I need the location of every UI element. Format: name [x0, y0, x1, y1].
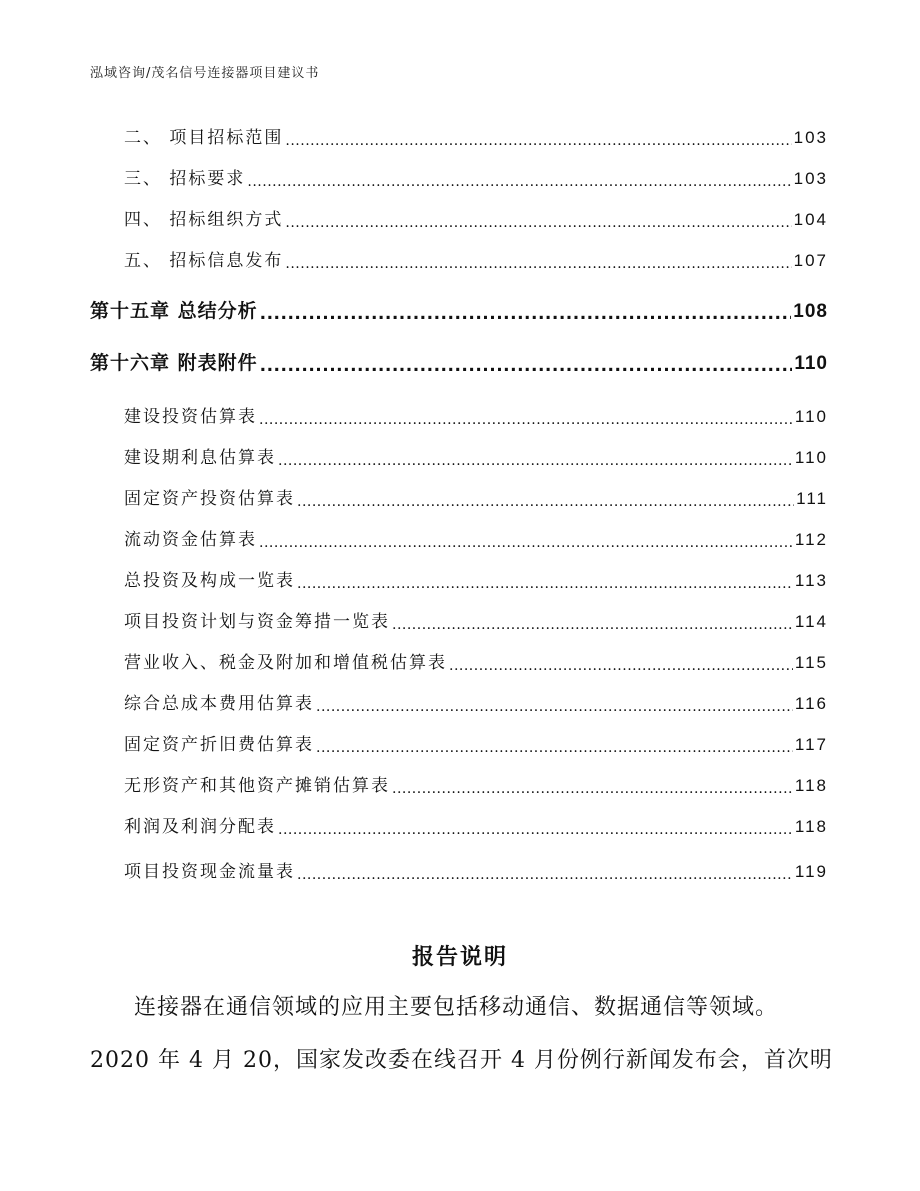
toc-table-entry[interactable] — [124, 566, 828, 591]
toc-chapter-label: 第十六章 附表附件 — [90, 352, 258, 374]
toc-table-entry[interactable] — [124, 402, 828, 427]
toc-entry-page: 115 — [794, 653, 828, 672]
toc-table-entry[interactable] — [124, 771, 828, 796]
toc-entry-page: 114 — [794, 612, 828, 631]
toc-entry-label: 综合总成本费用估算表 — [124, 694, 314, 714]
toc-table-entry[interactable] — [124, 812, 828, 837]
report-section-title: 报告说明 — [411, 945, 508, 970]
toc-chapter-page: 108 — [793, 301, 828, 322]
toc-table-entry[interactable] — [124, 857, 828, 882]
toc-leader-dots — [285, 131, 791, 148]
toc-chapter-label: 第十五章 总结分析 — [90, 300, 258, 322]
toc-entry-page: 110 — [794, 448, 828, 467]
page-header: 泓域咨询/茂名信号连接器项目建议书 — [90, 66, 320, 81]
toc-entry-page: 118 — [794, 776, 828, 795]
toc-entry-page: 117 — [794, 735, 828, 754]
toc-table-entry[interactable] — [124, 689, 828, 714]
toc-entry-page: 118 — [794, 817, 828, 836]
toc-table-entry[interactable] — [124, 730, 828, 755]
toc-entry-label: 无形资产和其他资产摊销估算表 — [124, 776, 390, 796]
toc-entry-label: 五、 招标信息发布 — [124, 251, 284, 271]
toc-entry-page: 103 — [793, 128, 828, 147]
toc-entry-bidding-requirements[interactable] — [124, 164, 828, 189]
toc-entry-page: 111 — [796, 489, 828, 508]
toc-leader-dots — [247, 172, 791, 189]
toc-entry-label: 总投资及构成一览表 — [124, 571, 295, 591]
toc-leader-dots — [285, 254, 791, 271]
toc-chapter-16[interactable] — [90, 348, 828, 375]
toc-leader-dots — [278, 820, 793, 837]
toc-leader-dots — [260, 356, 793, 375]
toc-entry-page: 104 — [793, 210, 828, 229]
toc-table-entry[interactable] — [124, 484, 828, 509]
toc-entry-label: 项目投资计划与资金筹措一览表 — [124, 612, 390, 632]
toc-leader-dots — [297, 865, 793, 882]
report-paragraph-2: 2020 年 4 月 20，国家发改委在线召开 4 月份例行新闻发布会，首次明 — [90, 1048, 833, 1073]
toc-chapter-15[interactable] — [90, 296, 828, 323]
toc-table-entry[interactable] — [124, 443, 828, 468]
toc-entry-bidding-scope[interactable] — [124, 123, 828, 148]
toc-entry-bidding-organization[interactable] — [124, 205, 828, 230]
toc-entry-label: 三、 招标要求 — [124, 169, 246, 189]
toc-leader-dots — [449, 656, 793, 673]
toc-entry-page: 113 — [794, 571, 828, 590]
toc-entry-bidding-info[interactable] — [124, 246, 828, 271]
toc-entry-page: 107 — [793, 251, 828, 270]
toc-entry-label: 四、 招标组织方式 — [124, 210, 284, 230]
toc-chapter-page: 110 — [794, 353, 828, 374]
toc-table-entry[interactable] — [124, 525, 828, 550]
toc-entry-label: 利润及利润分配表 — [124, 817, 276, 837]
toc-entry-label: 二、 项目招标范围 — [124, 128, 284, 148]
toc-entry-page: 110 — [794, 407, 828, 426]
toc-entry-page: 112 — [794, 530, 828, 549]
toc-leader-dots — [316, 738, 793, 755]
toc-leader-dots — [392, 615, 793, 632]
toc-leader-dots — [285, 213, 791, 230]
toc-entry-page: 116 — [794, 694, 828, 713]
toc-entry-page: 103 — [793, 169, 828, 188]
toc-entry-label: 建设投资估算表 — [124, 407, 257, 427]
toc-table-entry[interactable] — [124, 648, 828, 673]
toc-leader-dots — [259, 533, 793, 550]
toc-leader-dots — [316, 697, 793, 714]
toc-entry-page: 119 — [794, 862, 828, 881]
toc-entry-label: 营业收入、税金及附加和增值税估算表 — [124, 653, 447, 673]
toc-entry-label: 流动资金估算表 — [124, 530, 257, 550]
toc-entry-label: 固定资产投资估算表 — [124, 489, 295, 509]
report-paragraph-1: 连接器在通信领域的应用主要包括移动通信、数据通信等领域。 — [134, 995, 779, 1020]
toc-leader-dots — [259, 410, 793, 427]
toc-leader-dots — [297, 574, 793, 591]
toc-entry-label: 项目投资现金流量表 — [124, 862, 295, 882]
toc-leader-dots — [260, 304, 792, 323]
toc-entry-label: 建设期利息估算表 — [124, 448, 276, 468]
toc-entry-label: 固定资产折旧费估算表 — [124, 735, 314, 755]
toc-leader-dots — [278, 451, 793, 468]
toc-table-entry[interactable] — [124, 607, 828, 632]
toc-leader-dots — [297, 492, 794, 509]
toc-leader-dots — [392, 779, 793, 796]
